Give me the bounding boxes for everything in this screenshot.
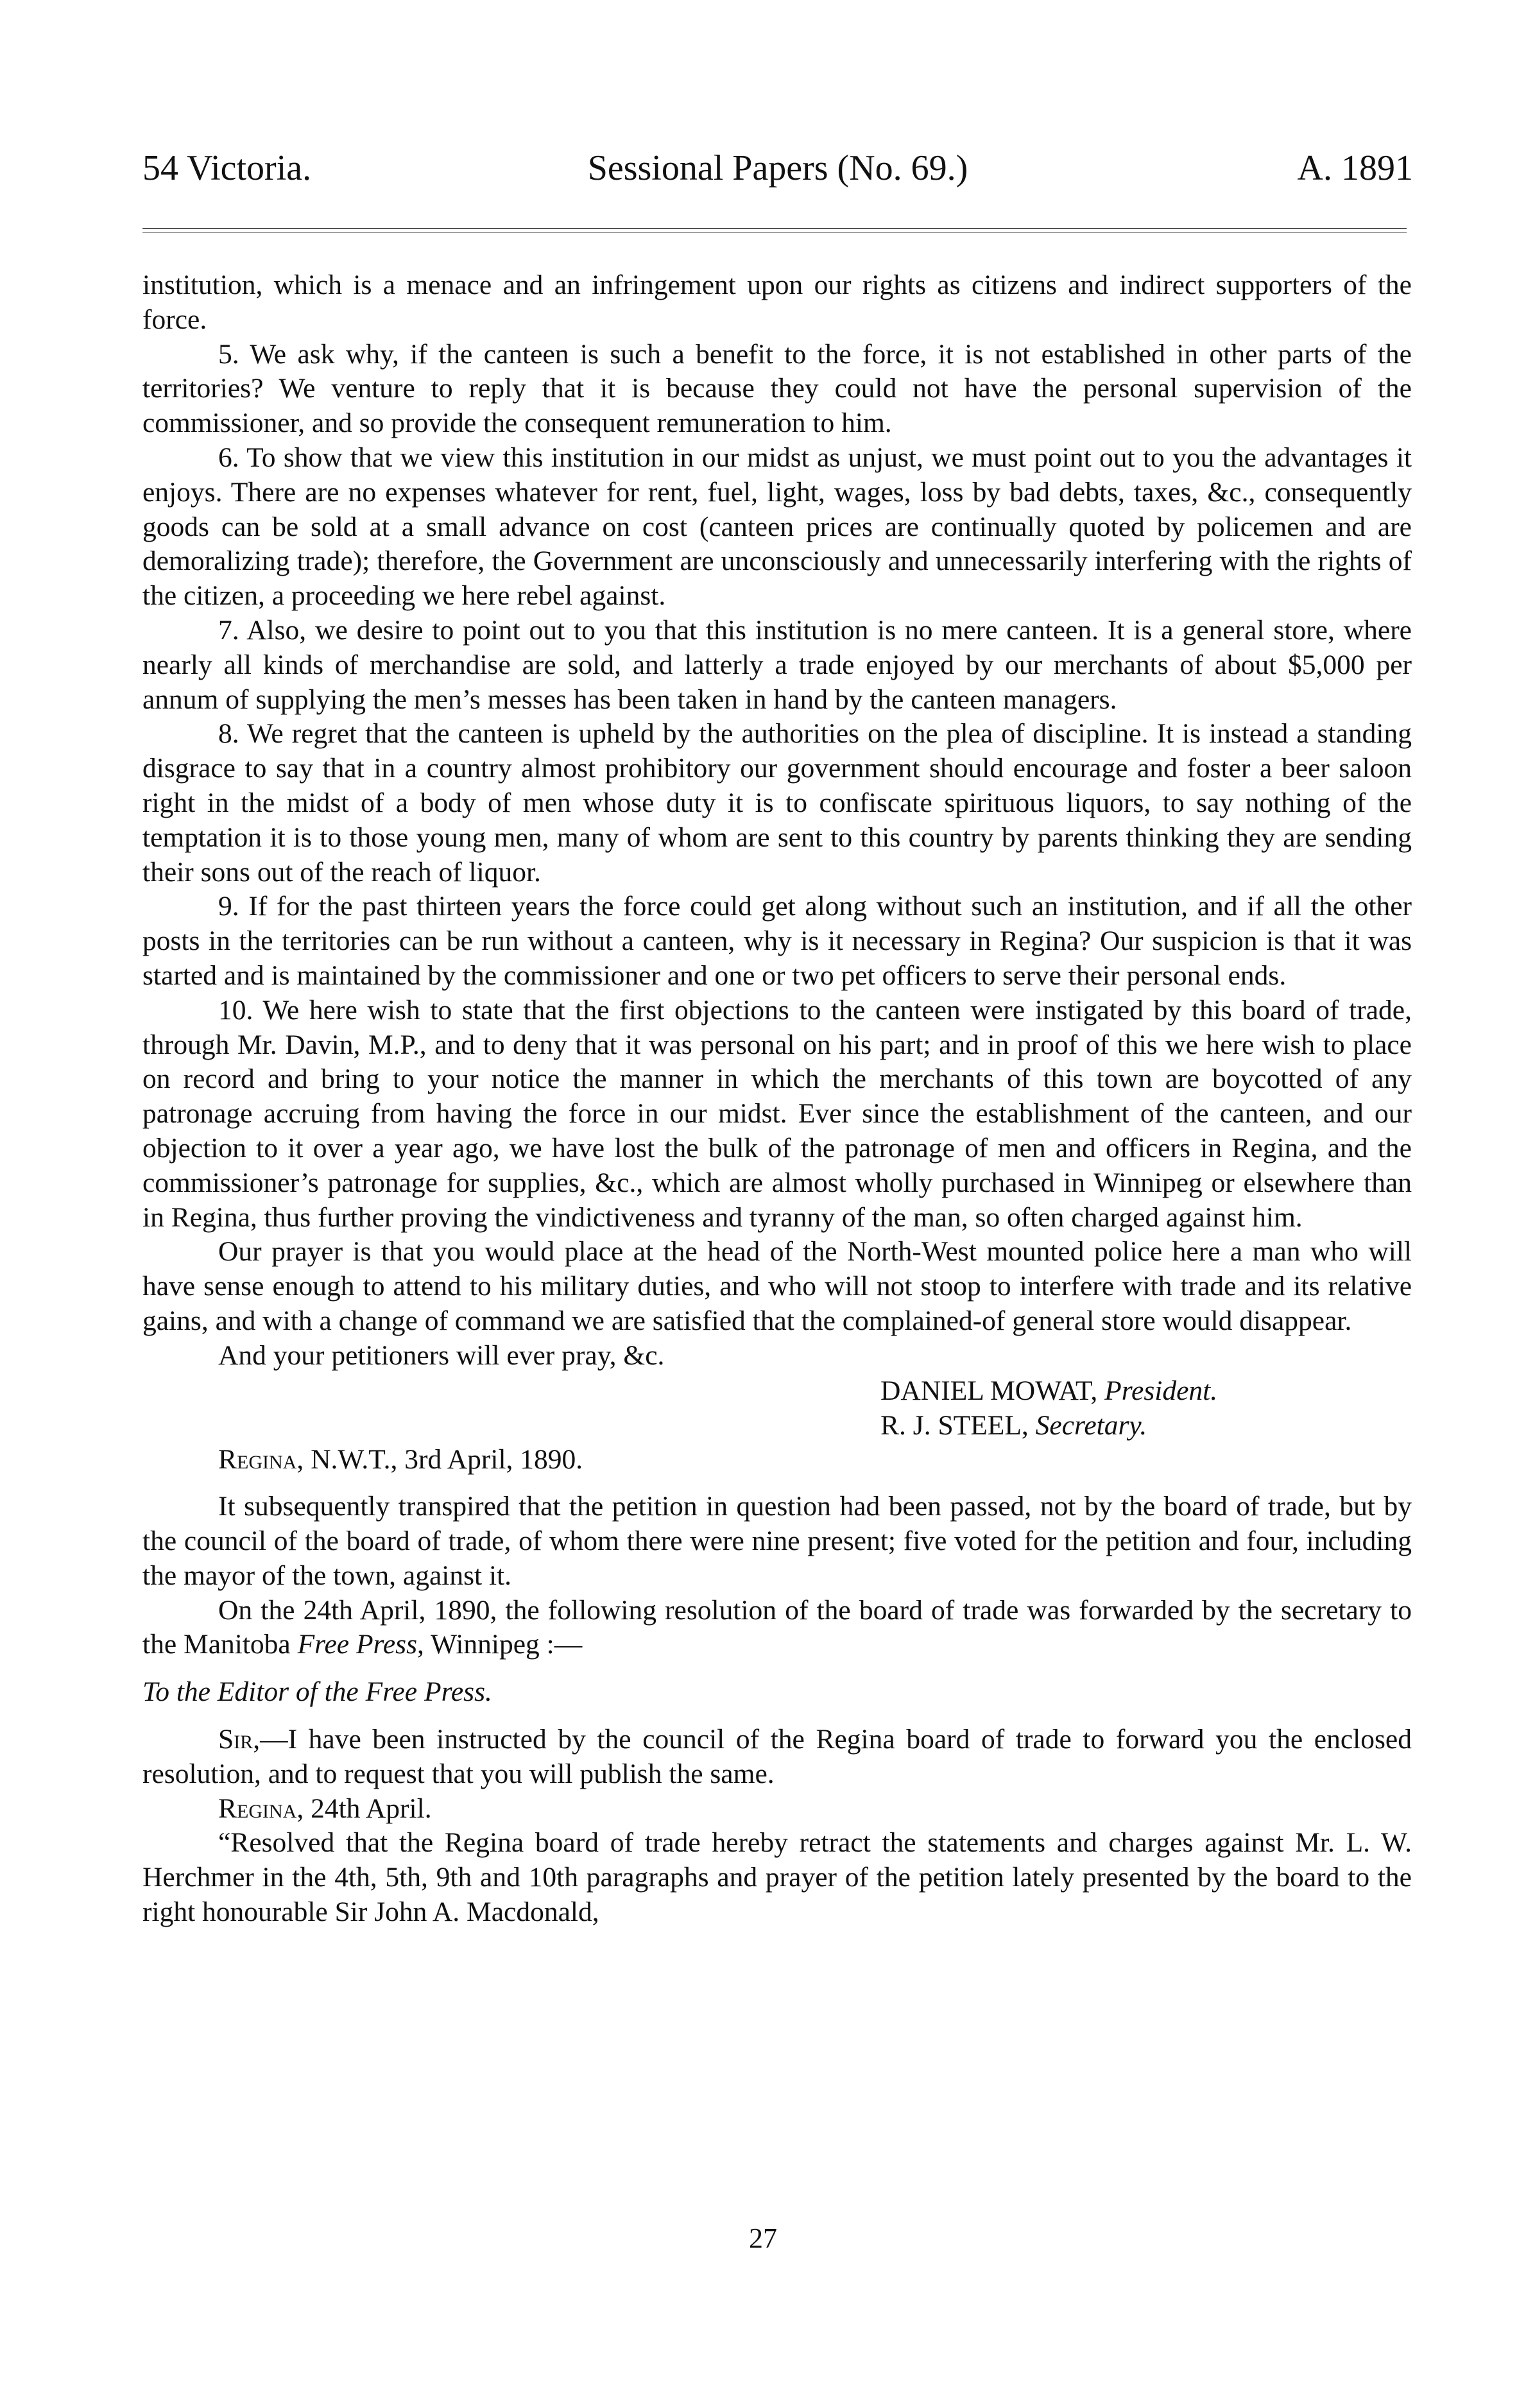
letter-place: Regina (218, 1793, 297, 1824)
paragraph-10: 10. We here wish to state that the first objections to the canteen were instigated by this board of trade, through Mr. Davin, M.P., and to deny that it was personal on his part; and in proof of this we here wish to place on record and bring to your notice the manner in which the merchants of this town are boycotted of any patronage accruing from having the force in our midst. Ever since the establishment of the canteen, and our objection to it over a year ago, we have lost the bulk of the patronage of men and officers in Regina, and the commissioner’s patronage for supplies, &c., which are almost wholly purchased in Winnipeg or elsewhere than in Regina, thus further proving the vindictiveness and tyranny of the man, so often charged against him. (142, 994, 1412, 1233)
place-date-rest: , N.W.T., 3rd April, 1890. (296, 1443, 583, 1475)
paragraph-8: 8. We regret that the canteen is upheld by the authorities on the plea of discipline. It is instead a standing disgrace to say that in a country almost prohibitory our government should encourage and foster a beer saloon right in the midst of a body of men whose duty it is to confiscate spirituous liquors, to say nothing of the temptation it is to those young men, many of whom are sent to this country by parents thinking they are sending their sons out of the reach of liquor. (142, 718, 1412, 888)
president-name: DANIEL MOWAT, (880, 1375, 1098, 1406)
header-rule (142, 228, 1407, 229)
resolution-intro-paragraph (142, 1594, 1412, 1663)
letter-sir: Sir (218, 1724, 253, 1755)
president-title: President. (1104, 1375, 1218, 1406)
paragraph-6: 6. To show that we view this institution in our midst as unjust, we must point out to you the advantages it enjoys. There are no expenses whatever for rent, fuel, light, wages, loss by bad debts, taxes, &c., consequently goods can be sold at a small advance on cost (canteen prices are continually quoted by policemen and are demoralizing trade); therefore, the Government are unconsciously and unnecessarily interfering with the rights of the citizen, a proceeding we here rebel against. (142, 442, 1412, 612)
spacer (142, 1662, 1412, 1675)
year-label: A. 1891 (1297, 148, 1413, 188)
prayer-paragraph: Our prayer is that you would place at the head of the North-West mounted police here a man who will have sense enough to attend to his military duties, and who will not stoop to interfere with trade and its relative gains, and with a change of command we are satisfied that the complained-of general store would disappear. (142, 1236, 1412, 1336)
resolution-text: “Resolved that the Regina board of trade hereby retract the statements and charges against Mr. L. W. Herchmer in the 4th, 5th, 9th and 10th paragraphs and prayer of the petition lately presented by the board to the right honourable Sir John A. Macdonald, (142, 1827, 1412, 1928)
signature-secretary (142, 1408, 1412, 1443)
transpired-paragraph: It subsequently transpired that the petition in question had been passed, not by the board of trade, but by the council of the board of trade, of whom there were nine present; five voted for the petition and four, including the mayor of the town, against it. (142, 1491, 1412, 1591)
paragraph-9: 9. If for the past thirteen years the force could get along without such an institution, and if all the other posts in the territories can be run without a canteen, why is it necessary in Regina? Our suspicion is that it was started and is maintained by the commissioner and one or two pet officers to serve their personal ends. (142, 891, 1412, 991)
spacer (142, 1477, 1412, 1490)
resolution-intro-text: On the 24th April, 1890, the following resolution of the board of trade was forwarded by the secretary to the Manitoba (142, 1594, 1412, 1660)
secretary-name: R. J. STEEL, (880, 1409, 1029, 1441)
place-date-line (142, 1443, 1412, 1477)
header-rule-secondary (142, 232, 1407, 233)
spacer (142, 1710, 1412, 1723)
paragraph-7: 7. Also, we desire to point out to you that this institution is no mere canteen. It is a general store, where nearly all kinds of merchandise are sold, and latterly a trade enjoyed by our merchants of about $5,000 per annum of supplying the men’s messes has been taken in hand by the canteen managers. (142, 614, 1412, 715)
paragraph-continuation: institution, which is a menace and an infringement upon our rights as citizens and indirect supporters of the force. (142, 270, 1412, 335)
running-header (142, 142, 1413, 194)
resolution-intro-end: , Winnipeg :— (417, 1629, 583, 1660)
letter-salutation: To the Editor of the Free Press. (142, 1676, 492, 1708)
document-title: Sessional Papers (No. 69.) (587, 148, 968, 188)
paragraph-5: 5. We ask why, if the canteen is such a benefit to the force, it is not established in other parts of the territories? We venture to reply that it is because they could not have the personal supervision of the commissioner, and so provide the consequent remuneration to him. (142, 338, 1412, 439)
session-label: 54 Victoria. (142, 148, 312, 188)
secretary-title: Secretary. (1035, 1409, 1147, 1441)
letter-body (142, 1723, 1412, 1792)
signature-president (142, 1373, 1412, 1408)
closing-line: And your petitioners will ever pray, &c. (218, 1339, 665, 1371)
letter-date: , 24th April. (296, 1793, 432, 1824)
page-body (142, 268, 1412, 1930)
letter-dateline (142, 1792, 1412, 1827)
place-name: Regina (218, 1443, 297, 1475)
newspaper-name: Free Press (297, 1629, 418, 1660)
page-number: 27 (749, 2223, 777, 2254)
letter-body-text: ,—I have been instructed by the council of the Regina board of trade to forward you the enclosed resolution, and to request that you will publish the same. (142, 1724, 1412, 1789)
